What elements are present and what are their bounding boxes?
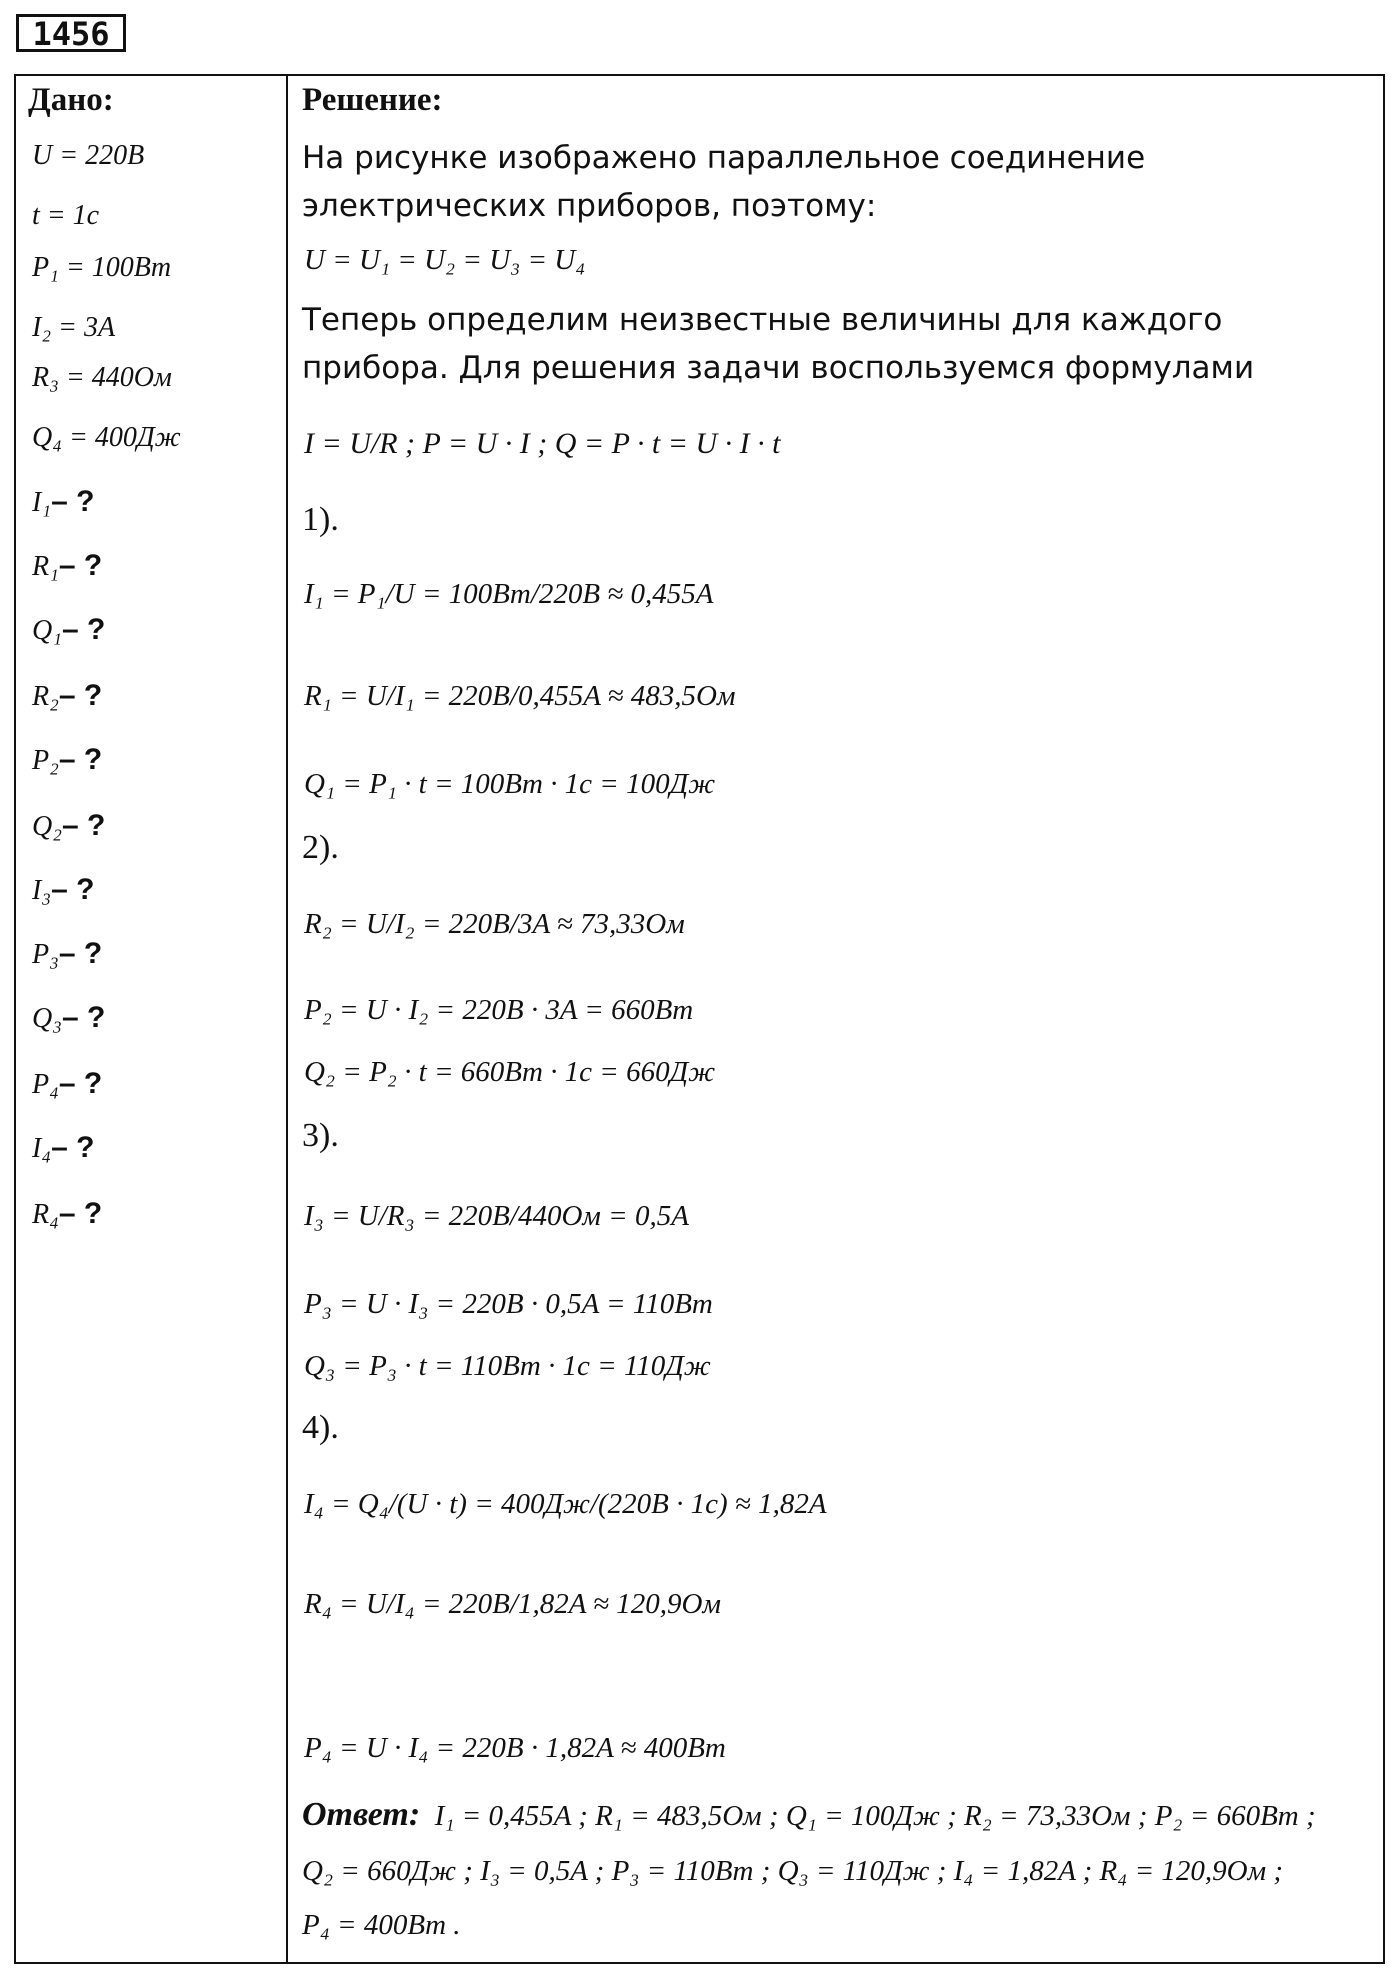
calc-line: P₄ = U · I₄ = 220B · 1,82A ≈ 400Bm xyxy=(304,1732,726,1764)
intro-text: На рисунке изображено параллельное соединение электрических приборов, поэтому: xyxy=(302,140,1146,224)
unknown-item: I₃– ? xyxy=(32,873,95,906)
unknown-item: P₂– ? xyxy=(32,743,103,776)
unknown-item: P₃– ? xyxy=(32,937,103,970)
given-item: I₂ = 3A xyxy=(32,312,116,343)
unknown-item: I₄– ? xyxy=(32,1131,95,1164)
step-label: 2). xyxy=(302,829,339,866)
calc-line: I₄ = Q₄/(U · t) = 400Дж/(220B · 1c) ≈ 1,82A xyxy=(304,1488,827,1520)
unknown-item: R₄– ? xyxy=(32,1197,103,1230)
calc-line: Q₃ = P₃ · t = 110Bm · 1c = 110Дж xyxy=(304,1350,711,1382)
method-text: Теперь определим неизвестные величины для каждого прибора. Для решения задачи воспользуемся формулами xyxy=(302,302,1255,386)
calc-line: P₃ = U · I₃ = 220B · 0,5A = 110Bm xyxy=(304,1288,713,1320)
given-item: Q₄ = 400Дж xyxy=(32,422,181,453)
calc-line: R₂ = U/I₂ = 220B/3A ≈ 73,33Ом xyxy=(304,908,685,940)
given-item: R₃ = 440Ом xyxy=(32,362,172,393)
problem-number: 1456 xyxy=(16,14,126,52)
calc-line: Q₁ = P₁ · t = 100Bm · 1c = 100Дж xyxy=(304,768,716,800)
voltage-equation: U = U₁ = U₂ = U₃ = U₄ xyxy=(304,244,586,276)
given-item: P₁ = 100Bm xyxy=(32,252,172,283)
unknown-item: R₂– ? xyxy=(32,679,103,712)
given-item: U = 220B xyxy=(32,140,145,171)
step-label: 4). xyxy=(302,1409,339,1446)
given-item: t = 1c xyxy=(32,200,100,231)
answer-label: Ответ: xyxy=(302,1796,421,1833)
unknown-item: Q₂– ? xyxy=(32,809,106,842)
given-header: Дано: xyxy=(28,82,114,118)
base-formulas: I = U/R ; P = U · I ; Q = P · t = U · I · t xyxy=(304,427,781,460)
unknown-item: Q₁– ? xyxy=(32,613,106,646)
calc-line: I₁ = P₁/U = 100Bm/220B ≈ 0,455A xyxy=(304,578,714,610)
unknown-item: P₄– ? xyxy=(32,1067,103,1100)
answer-line: P₄ = 400Bm . xyxy=(302,1909,461,1941)
calc-line: I₃ = U/R₃ = 220B/440Ом = 0,5A xyxy=(304,1200,689,1232)
calc-line: R₄ = U/I₄ = 220B/1,82A ≈ 120,9Ом xyxy=(304,1588,722,1620)
column-divider xyxy=(286,74,288,1964)
calc-line: Q₂ = P₂ · t = 660Bm · 1c = 660Дж xyxy=(304,1056,716,1088)
solution-header: Решение: xyxy=(302,82,443,118)
calc-line: R₁ = U/I₁ = 220B/0,455A ≈ 483,5Ом xyxy=(304,680,736,712)
step-label: 3). xyxy=(302,1117,339,1154)
answer-line: Q₂ = 660Дж ; I₃ = 0,5A ; P₃ = 110Bm ; Q₃ = 110Дж ; I₄ = 1,82A ; R₄ = 120,9Ом ; xyxy=(302,1855,1284,1887)
answer-line: Ответ: I₁ = 0,455A ; R₁ = 483,5Ом ; Q₁ = 100Дж ; R₂ = 73,33Ом ; P₂ = 660Bm ; xyxy=(302,1796,1316,1833)
unknown-item: Q₃– ? xyxy=(32,1001,106,1034)
calc-line: P₂ = U · I₂ = 220B · 3A = 660Bm xyxy=(304,994,694,1026)
unknown-item: R₁– ? xyxy=(32,549,103,582)
step-label: 1). xyxy=(302,501,339,538)
unknown-item: I₁– ? xyxy=(32,485,95,518)
